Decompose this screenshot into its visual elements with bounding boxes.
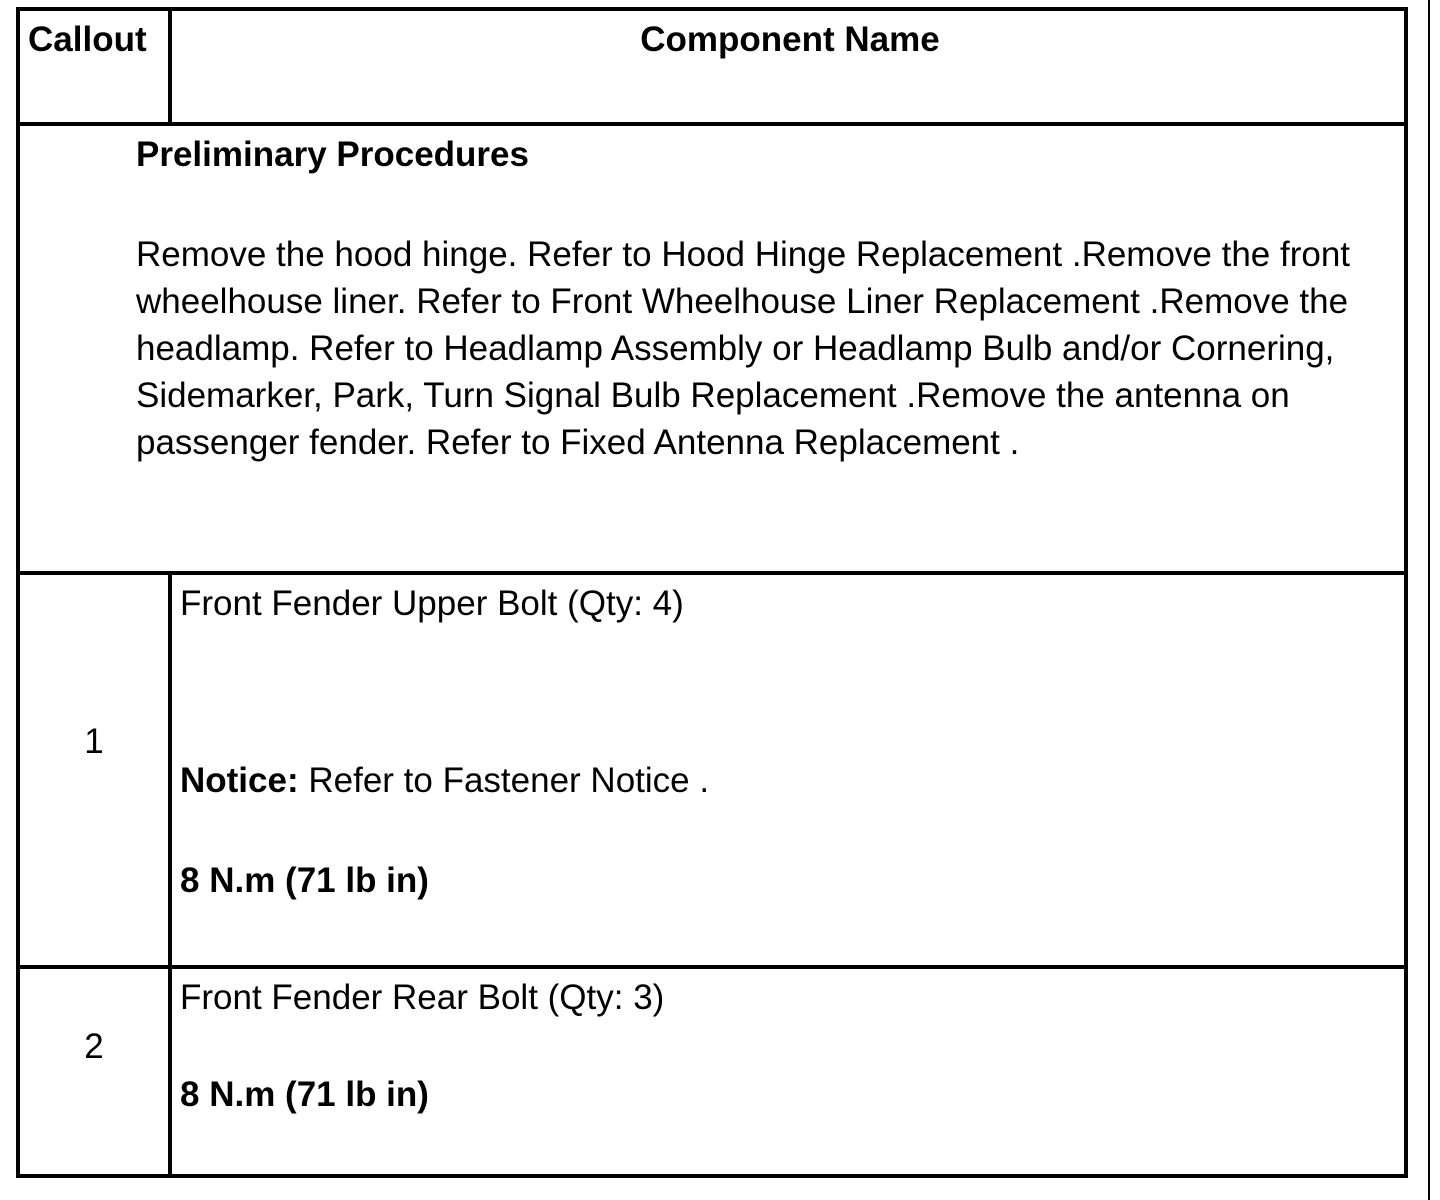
row1-torque: 8 N.m (71 lb in) [180,861,429,900]
row1-notice-label: Notice: [180,761,299,800]
row1-divider [20,965,1404,969]
row1-component-name: Front Fender Upper Bolt (Qty: 4) [180,584,684,623]
header-callout: Callout [28,20,147,59]
row1-notice [180,757,709,804]
row1-callout: 1 [84,722,104,761]
preliminary-body: Remove the hood hinge. Refer to Hood Hinge Replacement .Remove the front wheelhouse liner. Refer to Front Wheelhouse Liner Replacement .Remove the headlamp. Refer to Headlamp Assembly or Headlamp Bulb and/or Cornering, Sidemarker, Park, Turn Signal Bulb Replacement .Remove the antenna on passenger fender. Refer to Fixed Antenna Replacement . [136,235,1351,462]
row2-component-name: Front Fender Rear Bolt (Qty: 3) [180,978,665,1017]
row2-callout: 2 [84,1027,104,1066]
header-component-name: Component Name [640,20,940,59]
row1-column-divider [168,574,172,967]
row2-column-divider [168,968,172,1178]
preliminary-title: Preliminary Procedures [136,135,529,174]
preliminary-row-divider [20,571,1404,575]
page-edge-line [1428,0,1430,1200]
row1-notice-text: Refer to Fastener Notice . [298,761,710,800]
component-table [16,7,1408,1178]
row2-torque: 8 N.m (71 lb in) [180,1075,429,1114]
header-column-divider [168,11,172,123]
header-row-divider [20,122,1404,126]
